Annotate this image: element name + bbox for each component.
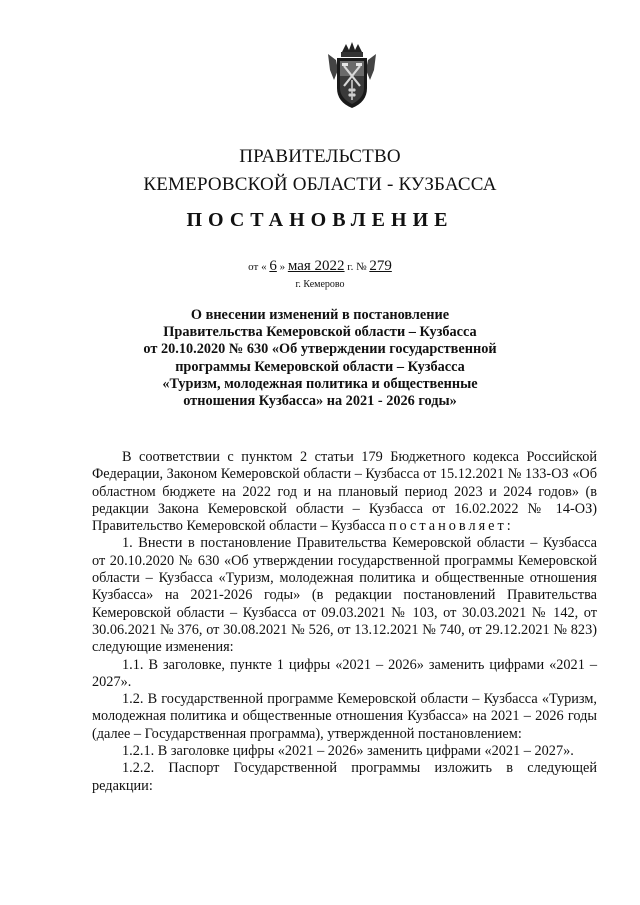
city-name: г. Кемерово xyxy=(295,279,345,290)
number-label: № xyxy=(356,261,367,273)
subject-line: от 20.10.2020 № 630 «Об утверждении государственной xyxy=(143,341,497,358)
paragraph-1-2: 1.2. В государственной программе Кемеровской области – Кузбасса «Туризм, молодежная политика и общественные отношения Кузбасса» на 2021 – 2026 годы (далее – Государственная программа), утвержденной постановлением: xyxy=(92,691,597,742)
government-title-line-2: КЕМЕРОВСКОЙ ОБЛАСТИ - КУЗБАССА xyxy=(143,174,497,195)
coat-of-arms-emblem xyxy=(326,40,378,112)
preamble-paragraph xyxy=(92,449,597,535)
date-month-year: мая 2022 xyxy=(287,258,345,274)
date-number-line xyxy=(0,258,640,275)
subject-line: «Туризм, молодежная политика и общественные xyxy=(162,375,478,392)
preamble-text: В соответствии с пунктом 2 статьи 179 Бюджетного кодекса Российской Федерации, Законом Кемеровской области – Кузбасса от 15.12.2021 № 133-ОЗ «Об областном бюджете на 2022 год и на плановый период 2023 и 2024 годов» (в редакции Закона Кемеровской области – Кузбасса от 16.02.2022 № 14-ОЗ) Правительство Кемеровской области – Кузбасса xyxy=(92,449,597,535)
paragraph-1-1: 1.1. В заголовке, пункте 1 цифры «2021 – 2026» заменить цифрами «2021 – 2027». xyxy=(92,656,597,690)
paragraph-1-2-1: 1.2.1. В заголовке цифры «2021 – 2026» заменить цифрами «2021 – 2027». xyxy=(122,743,574,760)
paragraph-1: 1. Внести в постановление Правительства Кемеровской области – Кузбасса от 20.10.2020 № 630 «Об утверждении государственной программы Кемеровской области – Кузбасса «Туризм, молодежная политика и общественные отношения Кузбасса» на 2021-2026 годы» (в редакции постановлений Правительства Кемеровской области – Кузбасса от 09.03.2021 № 103, от 30.03.2021 № 142, от 30.06.2021 № 376, от 30.08.2021 № 526, от 13.12.2021 № 740, от 29.12.2021 № 823) следующие изменения: xyxy=(92,535,597,656)
government-title-line-1: ПРАВИТЕЛЬСТВО xyxy=(239,146,401,167)
date-mid: » xyxy=(279,261,286,273)
document-number: 279 xyxy=(369,258,392,274)
document-subject xyxy=(120,307,520,410)
document-type-title: ПОСТАНОВЛЕНИЕ xyxy=(186,209,454,231)
document-body xyxy=(92,449,597,795)
date-prefix: от « xyxy=(248,261,267,273)
preamble-resolution-word: постановляет: xyxy=(388,518,514,535)
subject-line: Правительства Кемеровской области – Кузбасса xyxy=(163,324,477,341)
subject-line: отношения Кузбасса» на 2021 - 2026 годы» xyxy=(183,393,457,410)
subject-line: О внесении изменений в постановление xyxy=(190,307,450,323)
subject-line: программы Кемеровской области – Кузбасса xyxy=(175,358,465,375)
paragraph-1-2-2: 1.2.2. Паспорт Государственной программы изложить в следующей редакции: xyxy=(92,760,597,794)
date-year-suffix: г. xyxy=(347,261,354,273)
date-day: 6 xyxy=(269,258,277,274)
